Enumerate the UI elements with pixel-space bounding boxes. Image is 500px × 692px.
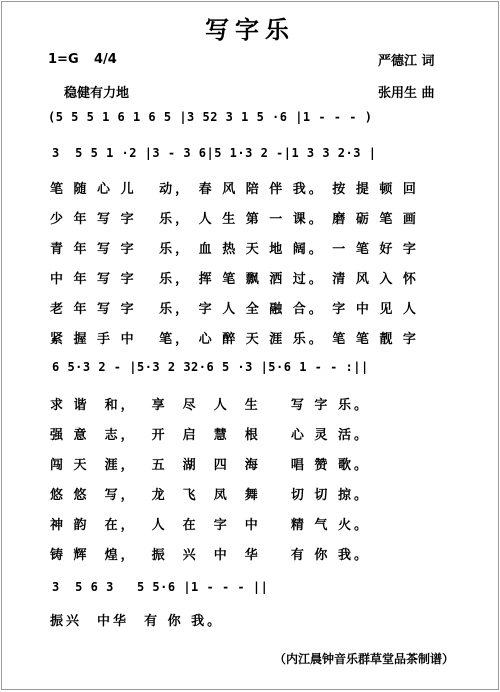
notation-intro: (5 5 5 1 6 1 6 5 |3 52 3 1 5 ·6 |1 - - - ) [48,110,373,124]
lyric-line: 老 年 写 字 乐， 字 人 全 融 合。 字 中 见 人 [50,302,419,317]
lyricist-credit: 严德江 词 [378,54,435,69]
lyric-line: 闯 天 涯， 五 湖 四 海 唱 赞 歌。 [50,458,370,473]
time-signature: 4/4 [94,52,117,67]
song-title: 写字乐 [205,15,295,44]
lyric-line: 求 谐 和， 享 尽 人 生 写 字 乐。 [50,398,370,413]
composer-credit: 张用生 曲 [378,86,435,101]
arranger-credit: （内江晨钟音乐群草堂品茶制谱） [273,652,454,666]
notation-coda: 3 5 6 3 5 5·6 |1 - - - || [52,580,269,594]
lyric-line: 强 意 志， 开 启 慧 根 心 灵 活。 [50,428,370,443]
score-page [1,1,499,690]
lyric-line: 铸 辉 煌， 振 兴 中 华 有 你 我。 [50,548,370,563]
lyric-line: 紧 握 手 中 笔， 心 醉 天 涯 乐。 笔 笔 靓 字 [50,332,419,347]
lyric-line: 笔 随 心 儿 动， 春 风 陪 伴 我。 按 提 顿 回 [50,182,419,197]
lyric-line: 中 年 写 字 乐， 挥 笔 飘 洒 过。 清 风 入 怀 [50,272,419,287]
tempo-marking: 稳健有力地 [64,86,130,101]
lyric-line: 少 年 写 字 乐， 人 生 第 一 课。 磨 砺 笔 画 [50,212,419,227]
coda-lyric: 振兴 中华 有 你 我。 [50,614,224,629]
key-signature: 1=G [48,52,79,67]
notation-line-2: 6 5·3 2 - |5·3 2 32·6 5 ·3 |5·6 1 - - :|| [52,360,369,374]
lyric-line: 青 年 写 字 乐， 血 热 天 地 阔。 一 笔 好 字 [50,242,419,257]
notation-line-1: 3 5 5 1 ·2 |3 - 3 6|5 1·3 2 -|1 3 3 2·3 | [52,146,377,160]
lyric-line: 悠 悠 写， 龙 飞 凤 舞 切 切 掠。 [50,488,370,503]
lyric-line: 神 韵 在， 人 在 字 中 精 气 火。 [50,518,370,533]
